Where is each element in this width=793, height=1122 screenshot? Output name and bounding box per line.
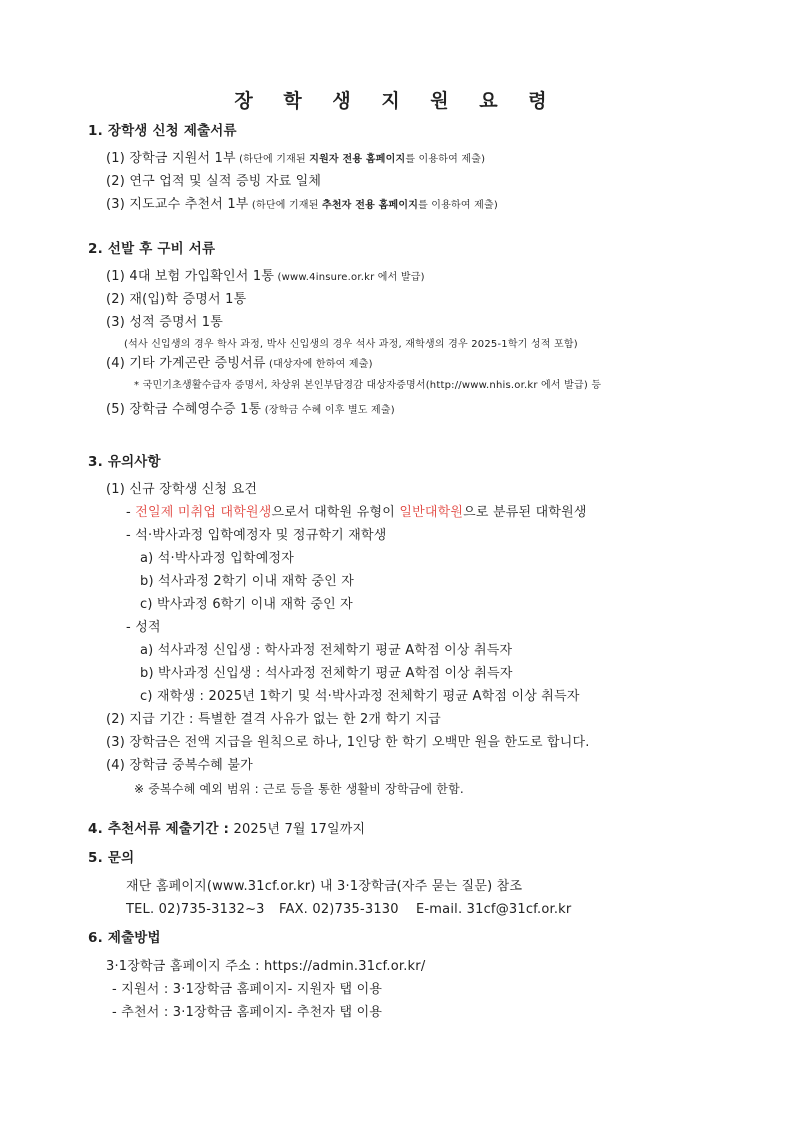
s3-d1-suffix: 으로 분류된 대학원생 [463, 505, 587, 520]
s1-item-3-note-a: (하단에 기재된 [248, 200, 322, 211]
s3-item-1-d2b: b) 석사과정 2학기 이내 재학 중인 자 [140, 574, 355, 589]
s1-item-1-note-bold: 지원자 전용 홈페이지 [309, 154, 406, 165]
s5-fax: FAX. 02)735-3130 [279, 902, 399, 917]
s3-item-1: (1) 신규 장학생 신청 요건 [106, 482, 258, 497]
s3-item-4-note: ※ 중복수혜 예외 범위 : 근로 등을 통한 생활비 장학금에 한함. [134, 782, 464, 796]
s2-item-4 [106, 355, 373, 374]
s6-line-2: - 지원서 : 3·1장학금 홈페이지- 지원자 탭 이용 [112, 982, 383, 997]
s3-item-4: (4) 장학금 중복수혜 불가 [106, 758, 253, 773]
s1-item-3-note-b: 를 이용하여 제출) [418, 200, 498, 211]
s2-item-5 [106, 401, 395, 420]
s3-item-1-d3: - 성적 [126, 620, 161, 635]
s6-line-1: 3·1장학금 홈페이지 주소 : https://admin.31cf.or.kr/ [106, 959, 426, 974]
section-3-heading: 3. 유의사항 [88, 454, 161, 470]
s3-d1-mid: 으로서 대학원 유형이 [271, 505, 400, 520]
section-4-value: 2025년 7월 17일까지 [229, 822, 366, 837]
s5-email: E-mail. 31cf@31cf.or.kr [416, 902, 572, 917]
s1-item-1-note-b: 를 이용하여 제출) [405, 154, 486, 165]
section-5-heading: 5. 문의 [88, 850, 135, 866]
s6-line-3: - 추천서 : 3·1장학금 홈페이지- 추천자 탭 이용 [112, 1005, 383, 1020]
s2-item-4-note: (대상자에 한하여 제출) [265, 359, 373, 370]
s3-item-2: (2) 지급 기간 : 특별한 결격 사유가 없는 한 2개 학기 지급 [106, 712, 441, 727]
s3-d1-highlight-2: 일반대학원 [399, 505, 464, 520]
s2-item-5-main: (5) 장학금 수혜영수증 1통 [106, 402, 262, 417]
s1-item-1-main: (1) 장학금 지원서 1부 [106, 151, 236, 166]
s1-item-1 [106, 150, 485, 169]
s1-item-2: (2) 연구 업적 및 실적 증빙 자료 일체 [106, 174, 322, 189]
s3-item-1-d3a: a) 석사과정 신입생 : 학사과정 전체학기 평균 A학점 이상 취득자 [140, 643, 513, 658]
s2-item-1 [106, 268, 425, 287]
s3-d1-highlight-1: 전일제 미취업 대학원생 [135, 505, 272, 520]
s2-item-5-note: (장학금 수혜 이후 별도 제출) [261, 405, 395, 416]
s1-item-3-note-bold: 추천자 전용 홈페이지 [321, 200, 419, 211]
s2-item-4-sub: * 국민기초생활수급자 증명서, 차상위 본인부담경감 대상자증명서(http://www.nhis.or.kr 에서 발급) 등 [134, 380, 602, 391]
section-4-heading: 4. 추천서류 제출기간 : [88, 821, 230, 837]
s3-item-1-d2: - 석·박사과정 입학예정자 및 정규학기 재학생 [126, 528, 387, 543]
s1-item-1-note-a: (하단에 기재된 [235, 154, 310, 165]
section-6-heading: 6. 제출방법 [88, 930, 161, 946]
s3-item-1-d2c: c) 박사과정 6학기 이내 재학 중인 자 [140, 597, 353, 612]
s2-item-3: (3) 성적 증명서 1통 [106, 315, 224, 330]
section-4 [88, 820, 365, 839]
s2-item-3-note: (석사 신입생의 경우 학사 과정, 박사 신입생의 경우 석사 과정, 재학생의 경우 2025-1학기 성적 포함) [124, 339, 578, 350]
s5-tel: TEL. 02)735-3132~3 [126, 902, 265, 917]
s2-item-2: (2) 재(입)학 증명서 1통 [106, 292, 247, 307]
section-2-heading: 2. 선발 후 구비 서류 [88, 241, 216, 257]
s2-item-1-main: (1) 4대 보험 가입확인서 1통 [106, 269, 275, 284]
s3-item-1-d2a: a) 석·박사과정 입학예정자 [140, 551, 295, 566]
s3-d1-prefix: - [126, 505, 136, 520]
s2-item-4-main: (4) 기타 가계곤란 증빙서류 [106, 356, 266, 371]
s1-item-3-main: (3) 지도교수 추천서 1부 [106, 197, 249, 212]
s3-item-1-d3b: b) 박사과정 신입생 : 석사과정 전체학기 평균 A학점 이상 취득자 [140, 666, 513, 681]
page-title: 장 학 생 지 원 요 령 [234, 90, 559, 112]
s1-item-3 [106, 196, 498, 215]
s3-item-1-d1 [126, 504, 587, 522]
s3-item-3: (3) 장학금은 전액 지급을 원칙으로 하나, 1인당 한 학기 오백만 원을 한도로 합니다. [106, 735, 590, 750]
s3-item-1-d3c: c) 재학생 : 2025년 1학기 및 석·박사과정 전체학기 평균 A학점 이상 취득자 [140, 689, 580, 704]
section-1-heading: 1. 장학생 신청 제출서류 [88, 123, 237, 139]
s5-line-1: 재단 홈페이지(www.31cf.or.kr) 내 3·1장학금(자주 묻는 질문) 참조 [126, 879, 523, 894]
s2-item-1-note: (www.4insure.or.kr 에서 발급) [274, 272, 425, 283]
